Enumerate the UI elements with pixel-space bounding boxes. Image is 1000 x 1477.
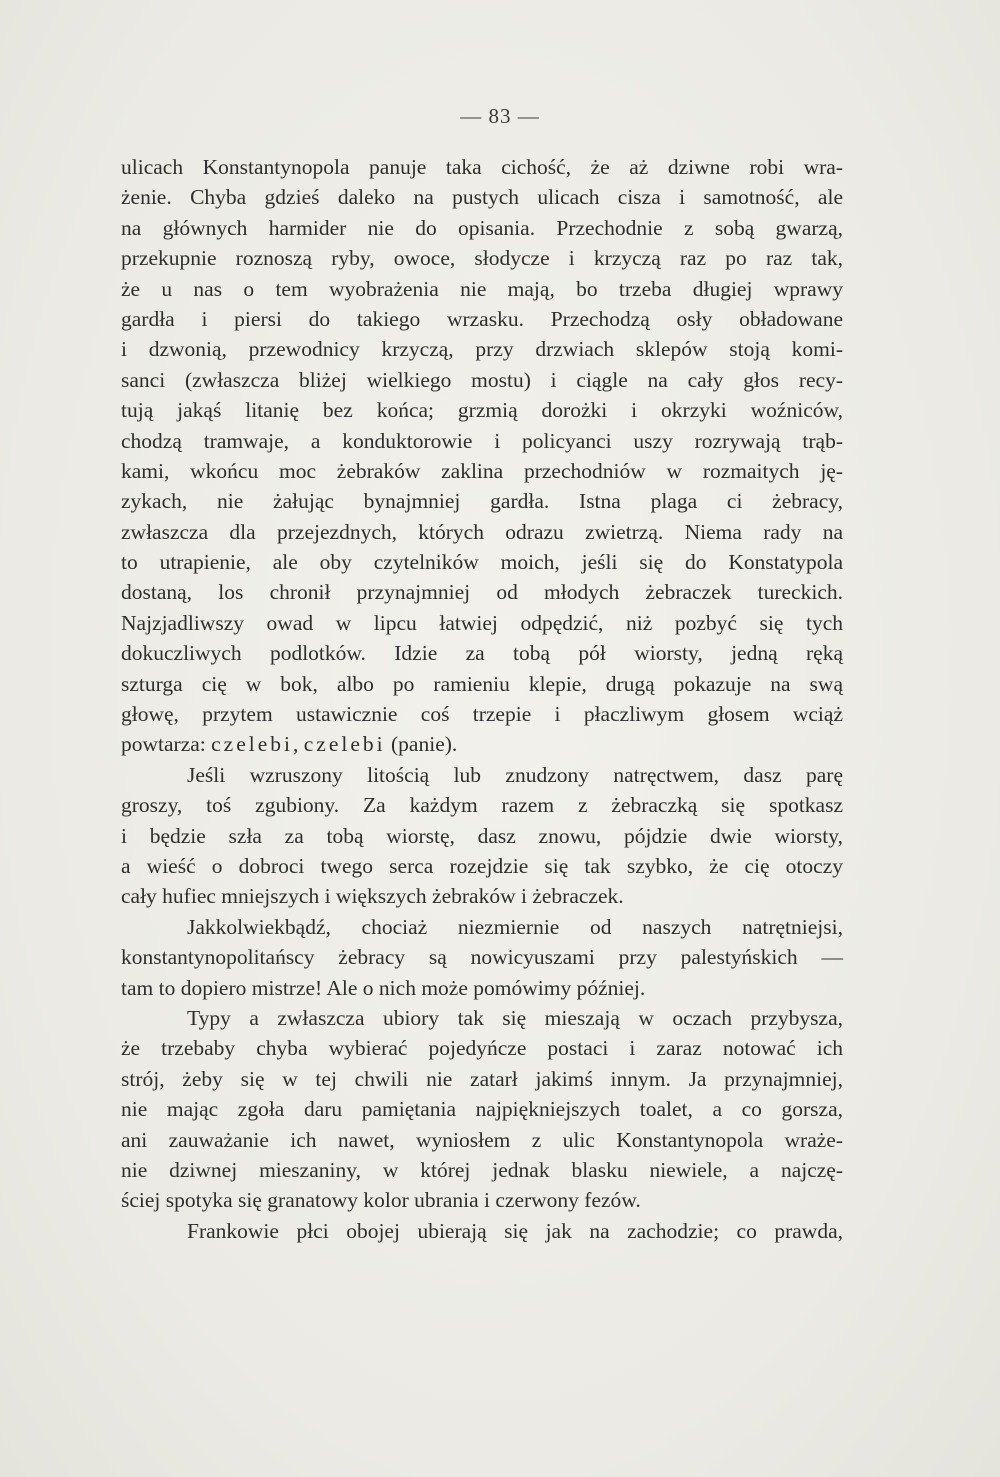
text-line: na głównych harmider nie do opisania. Przechodnie z sobą gwarzą, [121,215,843,240]
text-line: gardła i piersi do takiego wrzasku. Przechodzą osły obładowane [121,306,843,331]
text-line: przekupnie roznoszą ryby, owoce, słodycze i krzyczą raz po raz tak, [121,246,843,271]
text-line: nie mając zgoła daru pamiętania najpiękniejszych toalet, a co gorsza, [121,1097,843,1122]
text-line: konstantynopolitańscy żebracy są nowicyuszami przy palestyńskich — [121,945,843,970]
text-line: chodzą tramwaje, a konduktorowie i policyanci uszy rozrywają trąb- [121,428,843,453]
paragraph-start-line: Jakkolwiekbądź, chociaż niezmiernie od naszych natrętniejsi, [187,914,843,939]
text-line: głowę, przytem ustawicznie coś trzepie i płaczliwym głosem wciąż [121,702,843,727]
text-fragment: (panie). [385,732,458,757]
text-line: sanci (zwłaszcza bliżej wielkiego mostu) i ciągle na cały głos recy- [121,367,843,392]
text-line: zykach, nie żałując bynajmniej gardła. Istna plaga ci żebracy, [121,489,843,514]
text-line: i dzwonią, przewodnicy krzyczą, przy drzwiach sklepów stoją komi- [121,337,843,362]
text-line: zwłaszcza dla przejezdnych, których odrazu zwietrzą. Niema rady na [121,519,843,544]
paragraph-start-line: Typy a zwłaszcza ubiory tak się mieszają w oczach przybysza, [187,1005,843,1030]
text-line: to utrapienie, ale oby czytelników moich, jeśli się do Konstatypola [121,550,843,575]
text-line: ściej spotyka się granatowy kolor ubrania i czerwony fezów. [121,1188,641,1213]
text-line: nie dziwnej mieszaniny, w której jednak blasku niewiele, a najczę- [121,1157,843,1182]
text-fragment: powtarza: [121,732,212,757]
text-line: żenie. Chyba gdzieś daleko na pustych ulicach cisza i samotność, ale [121,185,843,210]
page-number: — 83 — [460,104,540,128]
text-line: strój, żeby się w tej chwili nie zatarł jakimś innym. Ja przynajmniej, [121,1066,843,1091]
text-line: ulicach Konstantynopola panuje taka cichość, że aż dziwne robi wra- [121,155,843,179]
text-line: i będzie szła za tobą wiorstę, dasz znowu, pójdzie dwie wiorsty, [121,823,843,848]
text-line: że trzebaby chyba wybierać pojedyńcze postaci i zaraz notować ich [121,1036,843,1061]
text-line: szturga cię w bok, albo po ramieniu klepie, drugą pokazuje na swą [121,671,843,696]
text-line: że u nas o tem wyobrażenia nie mają, bo trzeba długiej wprawy [121,276,843,301]
text-fragment: , [293,732,304,757]
spaced-word: czelebi [303,732,386,757]
paragraph-start-line: Jeśli wzruszony litością lub znudzony natręctwem, dasz parę [187,762,843,787]
text-line-powtarza [121,729,843,759]
text-line: groszy, toś zgubiony. Za każdym razem z żebraczką się spotkasz [121,793,843,818]
text-line: tam to dopiero mistrze! Ale o nich może pomówimy później. [121,975,646,1000]
text-line: tują jakąś litanię bez końca; grzmią dorożki i okrzyki woźniców, [121,398,843,423]
spaced-word: czelebi [211,732,294,757]
text-line: kami, wkońcu moc żebraków zaklina przechodniów w rozmaitych ję- [121,458,843,483]
text-line: dostaną, los chronił przynajmniej od młodych żebraczek tureckich. [121,580,843,605]
paragraph-start-line: Frankowie płci obojej ubierają się jak na zachodzie; co prawda, [187,1218,843,1243]
body-text [121,152,843,1246]
text-line: cały hufiec mniejszych i większych żebraków i żebraczek. [121,884,624,909]
text-line: a wieść o dobroci twego serca rozejdzie się tak szybko, że cię otoczy [121,853,843,878]
text-line: dokuczliwych podlotków. Idzie za tobą pół wiorsty, jedną ręką [121,641,843,666]
text-line: ani zauważanie ich nawet, wyniosłem z ulic Konstantynopola wraże- [121,1127,843,1152]
text-line: Najzjadliwszy owad w lipcu łatwiej odpędzić, niż pozbyć się tych [121,610,843,635]
